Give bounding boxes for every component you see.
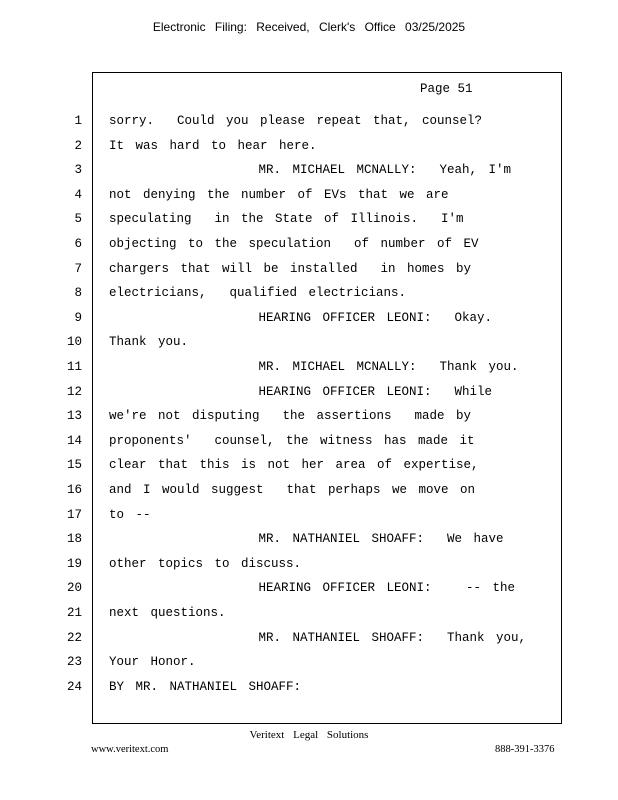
transcript-line xyxy=(0,286,618,306)
line-number: 1 xyxy=(74,114,82,128)
line-text: It was hard to hear here. xyxy=(109,138,317,153)
line-text: MR. MICHAEL MCNALLY: Thank you. xyxy=(109,360,519,374)
line-text: we're not disputing the assertions made by xyxy=(109,409,472,424)
line-number: 6 xyxy=(74,237,82,251)
line-number: 19 xyxy=(66,556,82,571)
transcript-line xyxy=(0,483,618,503)
line-text: MR. MICHAEL MCNALLY: Yeah, I'm xyxy=(109,163,512,178)
line-number: 5 xyxy=(74,212,82,227)
transcript-line xyxy=(0,212,618,232)
transcript-line xyxy=(0,163,618,183)
line-number: 20 xyxy=(66,581,82,596)
line-text: BY MR. NATHANIEL SHOAFF: xyxy=(109,679,302,694)
line-number: 7 xyxy=(74,261,82,276)
transcript-line xyxy=(0,360,618,380)
line-number: 10 xyxy=(66,335,82,350)
page-number: Page 51 xyxy=(420,82,473,96)
transcript-line xyxy=(0,311,618,331)
line-text: clear that this is not her area of expertise, xyxy=(109,458,479,473)
line-text: and I would suggest that perhaps we move on xyxy=(109,483,476,497)
transcript-line xyxy=(0,434,618,454)
line-number: 12 xyxy=(66,384,82,399)
line-text: electricians, qualified electricians. xyxy=(109,286,407,301)
transcript-line xyxy=(0,458,618,478)
line-text: HEARING OFFICER LEONI: While xyxy=(109,384,493,399)
transcript-line xyxy=(0,557,618,577)
line-number: 16 xyxy=(66,483,82,497)
transcript-line xyxy=(0,655,618,675)
line-text: next questions. xyxy=(109,606,226,620)
line-text: MR. NATHANIEL SHOAFF: We have xyxy=(109,532,504,547)
line-number: 23 xyxy=(66,655,82,670)
transcript-line xyxy=(0,237,618,257)
transcript-line xyxy=(0,188,618,208)
transcript-line xyxy=(0,581,618,601)
line-number: 14 xyxy=(66,433,82,448)
line-text: objecting to the speculation of number of EV xyxy=(109,237,479,251)
line-number: 13 xyxy=(66,409,82,424)
transcript-line xyxy=(0,508,618,528)
line-text: to -- xyxy=(109,507,151,522)
electronic-filing-header: Electronic Filing: Received, Clerk's Office 03/25/2025 xyxy=(152,20,466,34)
transcript-line xyxy=(0,606,618,626)
line-text: HEARING OFFICER LEONI: -- the xyxy=(109,581,516,596)
line-text: sorry. Could you please repeat that, counsel? xyxy=(109,114,483,128)
transcript-line xyxy=(0,409,618,429)
line-text: proponents' counsel, the witness has made it xyxy=(109,433,475,448)
line-text: chargers that will be installed in homes by xyxy=(109,261,472,276)
transcript-line xyxy=(0,532,618,552)
line-text: Thank you. xyxy=(109,335,189,350)
footer-phone: 888-391-3376 xyxy=(495,744,555,755)
line-number: 2 xyxy=(74,138,82,153)
line-number: 17 xyxy=(66,507,82,522)
line-text: other topics to discuss. xyxy=(109,556,302,571)
line-number: 3 xyxy=(74,163,82,178)
line-number: 21 xyxy=(66,606,82,620)
transcript-line xyxy=(0,385,618,405)
line-number: 9 xyxy=(74,310,82,325)
line-number: 24 xyxy=(66,679,82,694)
footer-company: Veritext Legal Solutions xyxy=(249,729,369,741)
transcript-line xyxy=(0,114,618,134)
line-text: speculating in the State of Illinois. I'm xyxy=(109,212,464,227)
line-text: not denying the number of EVs that we are xyxy=(109,187,449,202)
transcript-line xyxy=(0,680,618,700)
transcript-line xyxy=(0,631,618,651)
transcript-line xyxy=(0,139,618,159)
footer-website: www.veritext.com xyxy=(91,744,169,755)
line-text: MR. NATHANIEL SHOAFF: Thank you, xyxy=(109,630,527,645)
line-number: 22 xyxy=(66,630,82,645)
line-number: 18 xyxy=(66,532,82,547)
line-text: HEARING OFFICER LEONI: Okay. xyxy=(109,310,493,325)
line-number: 8 xyxy=(74,286,82,301)
line-text: Your Honor. xyxy=(109,655,196,670)
line-number: 4 xyxy=(74,187,82,202)
transcript-line xyxy=(0,335,618,355)
transcript-line xyxy=(0,262,618,282)
line-number: 15 xyxy=(66,458,82,473)
line-number: 11 xyxy=(66,360,82,374)
